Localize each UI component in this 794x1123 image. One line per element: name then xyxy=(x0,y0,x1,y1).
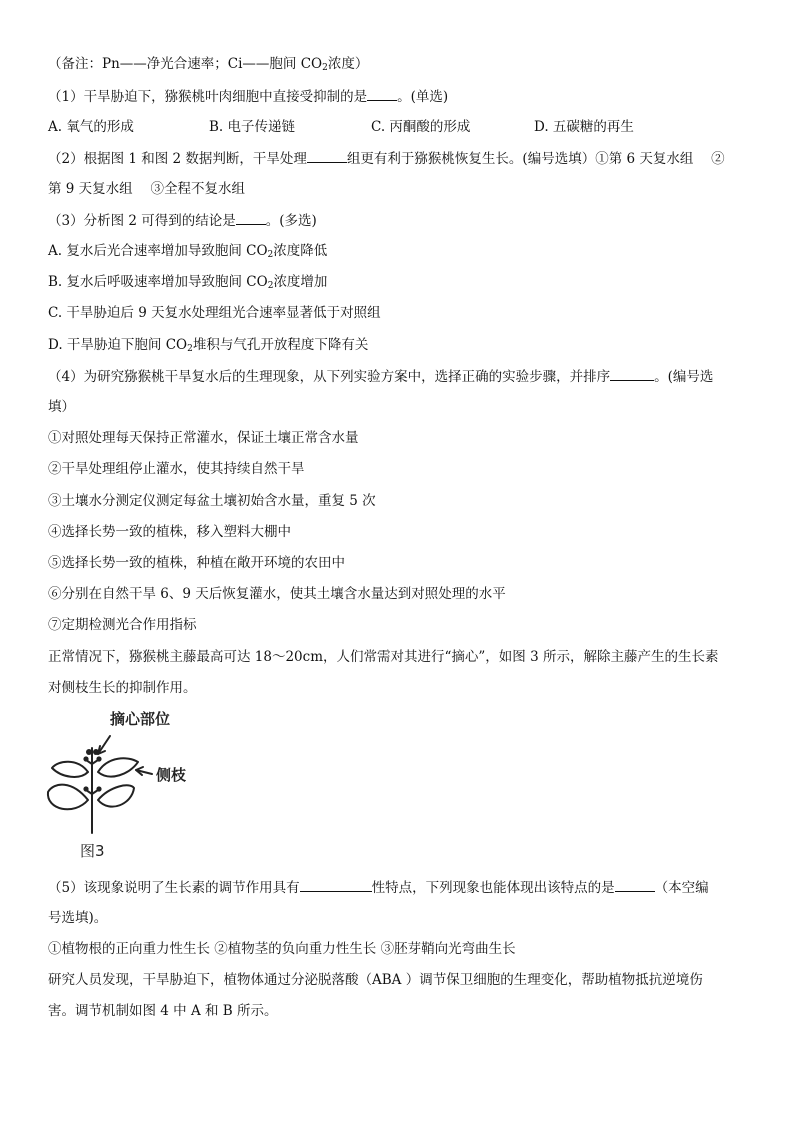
q1-stem-text: （1）干旱胁迫下，猕猴桃叶肉细胞中直接受抑制的是 xyxy=(48,89,368,105)
paragraph-line: 害。调节机制如图 4 中 A 和 B 所示。 xyxy=(48,1003,278,1019)
q3-stem xyxy=(48,210,317,231)
q1-option-c: C. 丙酮酸的形成 xyxy=(371,119,471,135)
label-side-branch: 侧枝 xyxy=(156,766,187,784)
q3-option-d-text: D. 干旱胁迫下胞间 CO xyxy=(48,337,188,353)
q1-option-b: B. 电子传递链 xyxy=(209,119,296,135)
q3-option-b-end: 浓度增加 xyxy=(273,274,328,290)
subscript: 2 xyxy=(267,281,274,291)
q1-option-a: A. 氧气的形成 xyxy=(48,119,134,135)
answer-blank[interactable] xyxy=(236,210,266,225)
q3-option-b-text: B. 复水后呼吸速率增加导致胞间 CO xyxy=(48,274,268,290)
q3-stem-text: （3）分析图 2 可得到的结论是 xyxy=(48,213,236,229)
note-text: （备注：Pn——净光合速率；Ci——胞间 CO xyxy=(48,56,323,72)
q3-option-a-text: A. 复水后光合速率增加导致胞间 CO xyxy=(48,243,268,259)
q4-stem-end: 。(编号选 xyxy=(654,369,714,385)
q1-stem xyxy=(48,86,448,107)
q2-stem-end: 组更有利于猕猴桃恢复生长。(编号选填）①第 6 天复水组 ② xyxy=(346,151,725,167)
q3-option-a-end: 浓度降低 xyxy=(273,243,328,259)
leaf xyxy=(98,785,134,806)
q4-stem-text: （4）为研究猕猴桃干旱复水后的生理现象，从下列实验方案中，选择正确的实验步骤，并排序 xyxy=(48,369,611,385)
q3-option-d-end: 堆积与气孔开放程度下降有关 xyxy=(192,337,369,353)
note-subscript: 2 xyxy=(322,63,328,73)
q3-stem-end: 。(多选) xyxy=(265,213,317,229)
q5-stem xyxy=(48,877,709,898)
q4-line2: 填） xyxy=(48,399,75,415)
q3-option-a xyxy=(48,241,327,265)
kiwi-plant-illustration xyxy=(44,708,244,868)
note-text-end: 浓度） xyxy=(327,56,369,72)
answer-blank[interactable] xyxy=(300,877,372,892)
q1-stem-end: 。(单选) xyxy=(397,89,449,105)
label-pinch-site: 摘心部位 xyxy=(110,710,171,728)
paragraph-line: 对侧枝生长的抑制作用。 xyxy=(48,680,197,696)
q1-option-d: D. 五碳糖的再生 xyxy=(534,119,634,135)
answer-blank[interactable] xyxy=(307,148,347,163)
q5-stem-end: （本空编 xyxy=(654,880,709,896)
q4-step: ②干旱处理组停止灌水，使其持续自然干旱 xyxy=(48,461,305,477)
note-line xyxy=(48,54,368,78)
q5-stem-mid: 性特点，下列现象也能体现出该特点的是 xyxy=(371,880,615,896)
leaf xyxy=(98,758,138,776)
paragraph-line: 研究人员发现，干旱胁迫下，植物体通过分泌脱落酸（ABA ）调节保卫细胞的生理变化，帮助植物抵抗逆境伤 xyxy=(48,972,703,988)
answer-blank[interactable] xyxy=(615,877,655,892)
q2-stem xyxy=(48,148,725,169)
q2-stem-text: （2）根据图 1 和图 2 数据判断，干旱处理 xyxy=(48,151,307,167)
q5-stem-text: （5）该现象说明了生长素的调节作用具有 xyxy=(48,880,300,896)
q3-option-c: C. 干旱胁迫后 9 天复水处理组光合速率显著低于对照组 xyxy=(48,305,381,321)
q4-step: ⑦定期检测光合作用指标 xyxy=(48,617,197,633)
figure-3 xyxy=(44,708,244,868)
subscript: 2 xyxy=(267,250,274,260)
q5-choices: ①植物根的正向重力性生长 ②植物茎的负向重力性生长 ③胚芽鞘向光弯曲生长 xyxy=(48,941,516,957)
q3-option-d xyxy=(48,335,368,359)
figure-caption: 图3 xyxy=(80,842,105,860)
leaf xyxy=(52,762,88,777)
q4-stem xyxy=(48,366,713,387)
q4-step: ③土壤水分测定仪测定每盆土壤初始含水量，重复 5 次 xyxy=(48,493,376,509)
q4-step: ⑤选择长势一致的植株，种植在敞开环境的农田中 xyxy=(48,555,345,571)
q2-line2: 第 9 天复水组 ③全程不复水组 xyxy=(48,181,245,197)
subscript: 2 xyxy=(187,344,193,354)
q4-step: ⑥分别在自然干旱 6、9 天后恢复灌水，使其土壤含水量达到对照处理的水平 xyxy=(48,586,506,602)
q5-line2: 号选填)。 xyxy=(48,910,108,926)
q3-option-b xyxy=(48,272,327,296)
answer-blank[interactable] xyxy=(367,86,397,101)
answer-blank[interactable] xyxy=(610,366,654,381)
q4-step: ①对照处理每天保持正常灌水，保证土壤正常含水量 xyxy=(48,430,359,446)
q4-step: ④选择长势一致的植株，移入塑料大棚中 xyxy=(48,524,291,540)
leaf xyxy=(48,785,88,810)
paragraph-line: 正常情况下，猕猴桃主藤最高可达 18～20cm，人们常需对其进行“摘心”，如图 3 所示，解除主藤产生的生长素 xyxy=(48,649,719,665)
